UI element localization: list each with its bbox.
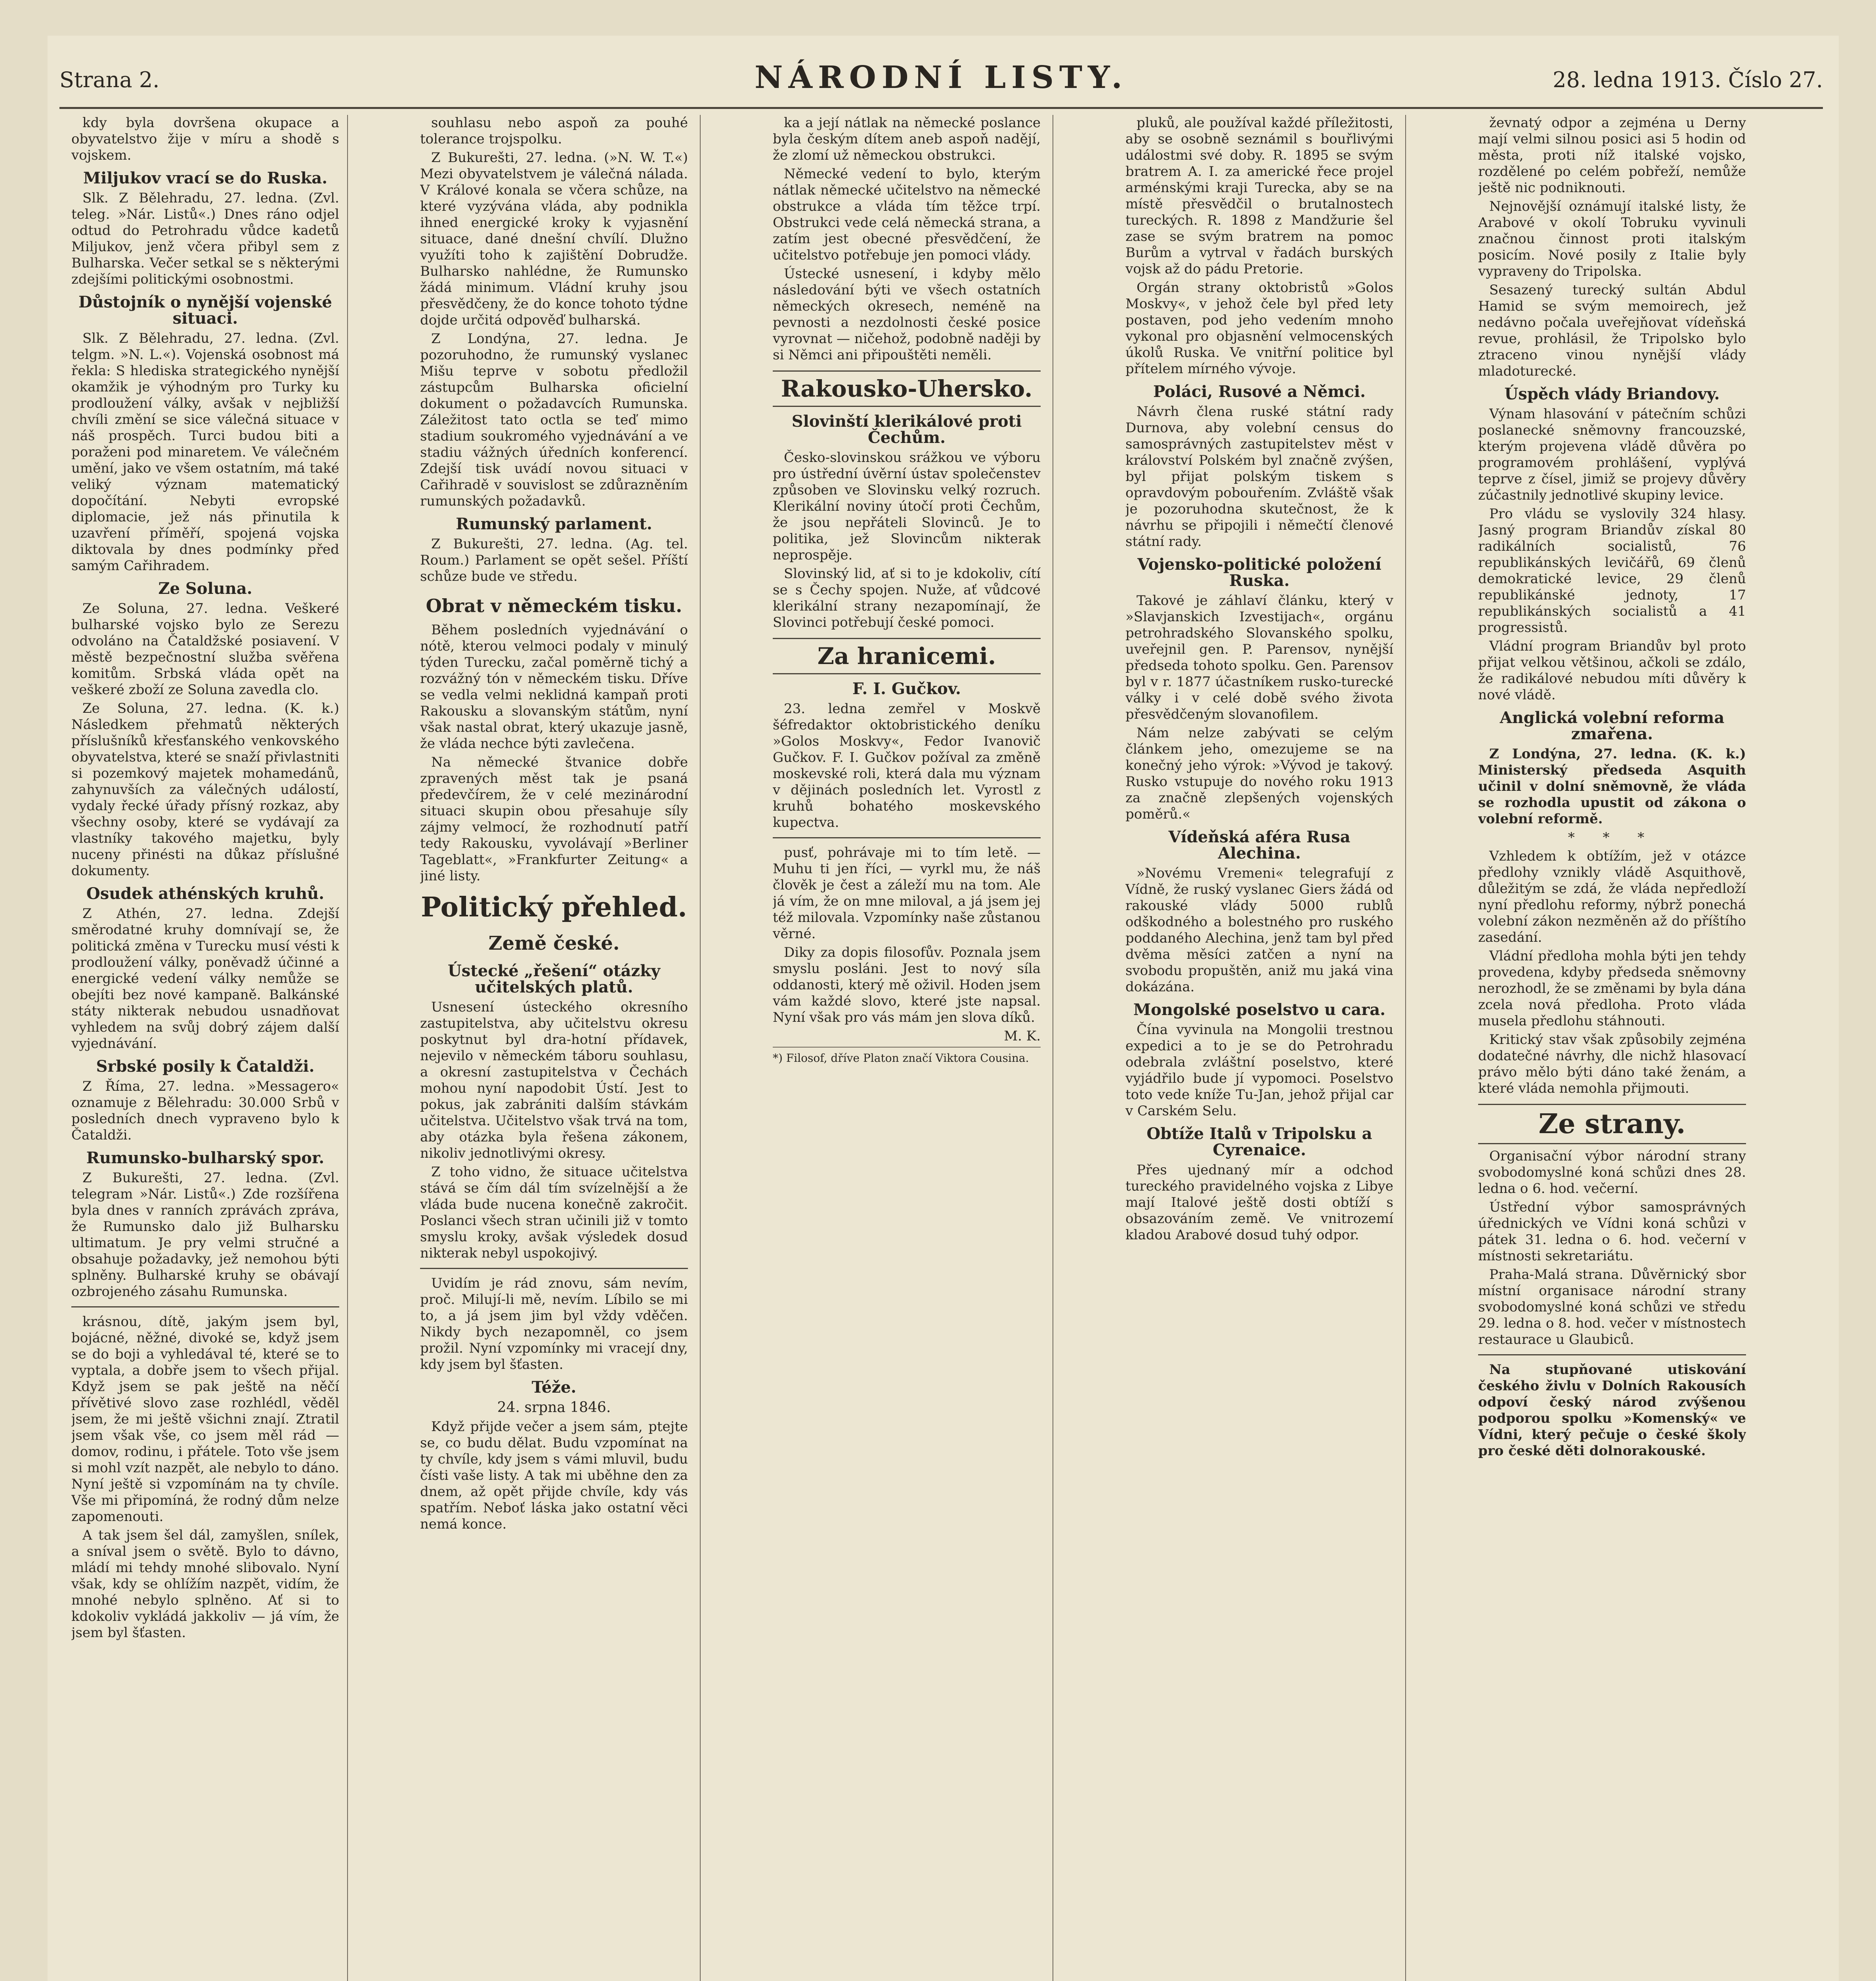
column-divider: [700, 115, 701, 1981]
article-heading: Ze Soluna.: [158, 579, 252, 598]
article-text: Orgán strany oktobristů »Golos Moskvy«, v jehož čele byl před lety postaven, pod jeho vedením mnoho vykonal pro objasnění velmocenských úkolů Ruska. Ve vnitřní politice byl přítelem mírného vývoje.: [1125, 280, 1393, 377]
article-text: Ze Soluna, 27. ledna. Veškeré bulharské vojsko bylo ze Serezu odvoláno na Čataldžské posiavení. V městě bezpečnostní služba svěřena komitům. Srbská vláda opět na veškeré zboží ze Soluna zavedla clo.: [71, 601, 339, 698]
page-number: Strana 2.: [59, 67, 160, 92]
article-text: Usnesení ústeckého okresního zastupitelstva, aby učitelstvu okresu poskytnut byl dra-hotní přídavek, nejevilo v německém táboru souhlasu, a okresní zastupitelstva v Čechách mohou nyní napodobit Ústí. Jest to pokus, jak zabrániti dalším stávkám učitelstva. Učitelstvo však trvá na tom, aby otázka byla řešena zákonem, nikoliv jednotlivými okresy.: [420, 999, 688, 1161]
article-text: Ústřední výbor samosprávných úřednických ve Vídni koná schůzi v pátek 31. ledna o 6. hod. večerní v místnosti sekretariátu.: [1478, 1199, 1746, 1264]
article-text: pluků, ale používal každé příležitosti, aby se osobně seznámil s bouřlivými událostmi své doby. R. 1895 se svým bratrem A. I. za americké řece projel arménskými kraji Turecka, aby se na místě přesvědčil o brutalnostech tureckých. R. 1898 z Mandžurie šel zase se svým bratrem na pomoc Burům a vytrval v řadách burských vojsk až do pádu Pretorie.: [1125, 115, 1393, 277]
article-text: Sesazený turecký sultán Abdul Hamid se svým memoirech, jež nedávno počala uveřejňovat vídeňská revue, prohlásil, že Tripolsko bylo ztraceno vinou nynější vlády mladoturecké.: [1478, 282, 1746, 379]
article-text: Z Bukurešti, 27. ledna. (Ag. tel. Roum.) Parlament se opět sešel. Příští schůze bude ve středu.: [420, 536, 688, 584]
article-heading: Mongolské poselstvo u cara.: [1133, 1000, 1386, 1019]
section-subtitle: Země české.: [488, 932, 620, 954]
article-heading: Slovinští klerikálové proti Čechům.: [791, 412, 1022, 447]
column-divider: [347, 115, 348, 1981]
section-title: Ze strany.: [1538, 1108, 1686, 1140]
article-text: 23. ledna zemřel v Moskvě šéfredaktor oktobristického deníku »Golos Moskvy«, Fedor Ivanovič Gučkov. F. I. Gučkov požíval za změně moskevské roli, která dala mu význam v dějinách posledních let. Vyrostl z kruhů bohatého moskevského kupectva.: [773, 701, 1041, 830]
article-text: Z Londýna, 27. ledna. Je pozoruhodno, že rumunský vyslanec Mišu teprve v sobotu předložil zástupcům Bulharska oficielní dokument o požadavcích Rumunska. Záležitost tato octla se teď mimo stadium soukromého vyjednávání a ve stadiu vážných úředních konferencí. Zdejší tisk uvádí novou situaci v Cařihradě v souvislost se zdůrazněním rumunských požadavků.: [420, 331, 688, 509]
feuilleton-text: Uvidím je rád znovu, sám nevím, proč. Milují-li mě, nevím. Líbilo se mi to, a já jsem jim byl vždy vděčen. Nikdy bych nezapomněl, co jsem prožil. Nyní vzpomínky mi vracejí dny, kdy jsem byl šťasten.: [420, 1275, 688, 1372]
column-1: [71, 115, 339, 1981]
article-text: Výnam hlasování v pátečním schůzi poslanecké sněmovny francouzské, kterým projevena vládě důvěra po programovém prohlášení, vyplývá teprve z čísel, jimiž se projevy důvěry zúčastnily jednotlivé skupiny levice.: [1478, 406, 1746, 503]
article-text: Vládní předloha mohla býti jen tehdy provedena, kdyby předseda sněmovny nerozhodl, že se změnami by byla dána zcela nová předloha. Proto vláda musela předlohu stáhnouti.: [1478, 948, 1746, 1029]
article-text: Z Říma, 27. ledna. »Messagero« oznamuje z Bělehradu: 30.000 Srbů v posledních dnech vypraveno bylo k Čataldži.: [71, 1078, 339, 1143]
article-text: Nám nelze zabývati se celým článkem jeho, omezujeme se na konečný jeho výrok: »Vývod je takový. Rusko vstupuje do nového roku 1913 za značně zlepšených vojenských poměrů.«: [1125, 725, 1393, 822]
article-text: ževnatý odpor a zejména u Derny mají velmi silnou posici asi 5 hodin od města, proti níž italské vojsko, rozdělené po celém pobřeží, nemůže ještě nic podniknouti.: [1478, 115, 1746, 196]
section-title: Politický přehled.: [421, 891, 687, 923]
letter-date: 24. srpna 1846.: [497, 1399, 611, 1416]
article-heading: Vídeňská aféra Rusa Alechina.: [1168, 828, 1351, 863]
article-text: Přes ujednaný mír a odchod tureckého pravidelného vojska z Libye mají Italové ještě dosti obtíží s obsazováním země. Ve vnitrozemí kladou Arabové dosud tuhý odpor.: [1125, 1162, 1393, 1243]
feuilleton-text: Diky za dopis filosofův. Poznala jsem smyslu posláni. Jest to nový síla oddanosti, který mě oživil. Hoden jsem vám každé slovo, které jste napsal. Nyní však pro vás mám jen slova díků.: [773, 945, 1041, 1025]
masthead-title: NÁRODNÍ LISTY.: [755, 59, 1128, 95]
article-text: Nejnovější oznámují italské listy, že Arabové v okolí Tobruku vyvinuli značnou činnost proti italským posicím. Nové posily z Italie byly vypraveny do Tripolska.: [1478, 198, 1746, 279]
column-3: [773, 115, 1041, 1981]
section-title: Za hranicemi.: [817, 643, 996, 670]
article-heading: Obtíže Italů v Tripolsku a Cyrenaice.: [1146, 1124, 1372, 1159]
article-text: Na německé štvanice dobře zpravených měst tak je psaná předevčírem, že v celé mezinárodní situaci skupin obou přesahuje síly zájmy velmocí, že rozhodnutí patří tedy Rakousku, vyvolávají »Berliner Tageblatt«, »Frankfurter Zeitung« a jiné listy.: [420, 754, 688, 884]
section-title: Rakousko-Uhersko.: [781, 375, 1033, 402]
author-signature: M. K.: [1004, 1028, 1041, 1044]
article-heading: Úspěch vlády Briandovy.: [1504, 385, 1720, 403]
article-text: »Novému Vremeni« telegrafují z Vídně, že ruský vyslanec Giers žádá od rakouské vlády 5000 rublů odškodného a bolestného pro ruského poddaného Alechina, jenž tam byl před dvěma měsíci zatčen a nyní na svobodu propuštěn, aniž mu jaká vina dokázána.: [1125, 865, 1393, 995]
article-heading: Anglická volební reforma zmařena.: [1500, 708, 1725, 743]
article-heading: Rumunský parlament.: [456, 515, 652, 533]
article-text: Čína vyvinula na Mongolii trestnou expedici a to je se do Petrohradu odebrala zvláštní poselstvo, které vyjádřilo bude jí vypomoci. Poselstvo toto vede kníže Tu-Jan, jehož přijal car v Carském Selu.: [1125, 1022, 1393, 1119]
column-4: [1125, 115, 1393, 1981]
article-text: Kritický stav však způsobily zejména dodatečné návrhy, dle nichž hlasovací právo mělo býti dáno také ženám, a které vláda nemohla přijmouti.: [1478, 1032, 1746, 1096]
feuilleton-text: A tak jsem šel dál, zamyšlen, snílek, a sníval jsem o světě. Bylo to dávno, mládí mi tehdy mnohé slibovalo. Nyní však, kdy se ohlížím nazpět, vidím, že mnohé nebylo splněno. Ať si to kdokoliv vykládá jakkoliv — já vím, že jsem byl šťasten.: [71, 1527, 339, 1641]
feuilleton-text: krásnou, dítě, jakým jsem byl, bojácné, něžné, divoké se, když jsem se do boji a vyhledával té, které se to vyptala, a dobře jsem to všech přijal. Když jsem se pak ještě na něčí přívětivé slovo zase rozhlédl, věděl jsem, že mi ještě všichni znají. Ztratil jsem však vše, co jsem měl rád — domov, rodinu, i přátele. Toto vše jsem si mohl vzít nazpět, ale nebylo to dáno. Nyní ještě si vzpomínám na ty chvíle. Vše mi připomíná, že rodný dům nelze zapomenouti.: [71, 1314, 339, 1525]
article-text: Ústecké usnesení, i kdyby mělo následování býti ve všech ostatních německých okresech, neméně na pevnosti a nezdolnosti české posice vyrovnat — ničehož, podobně naději by si Němci ani připouštěti neměli.: [773, 266, 1041, 363]
article-text: Vládní program Briandův byl proto přijat velkou většinou, ačkoli se zdálo, že radikálové nebudou míti důvěry k nové vládě.: [1478, 638, 1746, 703]
article-text: Slk. Z Bělehradu, 27. ledna. (Zvl. teleg. »Nár. Listů«.) Dnes ráno odjel odtud do Petrohradu vůdce kadetů Miljukov, jenž včera přibyl sem z Bulharska. Večer setkal se s některými zdejšími politickými osobnostmi.: [71, 190, 339, 287]
feuilleton-rule: [773, 837, 1041, 841]
section-box: [773, 370, 1041, 407]
article-text: Vzhledem k obtížím, jež v otázce předlohy vznikly vládě Asquithově, důležitým se zdá, že vláda nepředloží nyní předlohu reformy, nýbrž ponechá volební zákon nezměněn až do příštího zasedání.: [1478, 848, 1746, 945]
article-text: Organisační výbor národní strany svobodomyslné koná schůzi dnes 28. ledna o 6. hod. večerní.: [1478, 1148, 1746, 1197]
section-heading: Obrat v německém tisku.: [426, 595, 682, 616]
column-divider: [1405, 115, 1406, 1981]
issue-date: 28. ledna 1913. Číslo 27.: [1553, 67, 1823, 92]
feuilleton-rule: [71, 1306, 339, 1310]
article-text: Praha-Malá strana. Důvěrnický sbor místní organisace národní strany svobodomyslné koná schůzi ve středu 29. ledna o 8. hod. večer v místnostech restaurace u Glaubiců.: [1478, 1267, 1746, 1347]
article-text: Z toho vidno, že situace učitelstva stává se čím dál tím svízelnější a že vláda bude nucena konečně zakročit. Poslanci všech stran učinili již v tomto smyslu kroky, avšak výsledek dosud nikterak nebyl uspokojivý.: [420, 1164, 688, 1261]
article-text: kdy byla dovršena okupace a obyvatelstvo žije v míru a shodě s vojskem.: [71, 115, 339, 163]
article-heading: F. I. Gučkov.: [852, 679, 961, 698]
article-heading: Poláci, Rusové a Němci.: [1153, 382, 1366, 401]
article-heading: Důstojník o nynější vojenské situaci.: [78, 293, 332, 328]
article-text: Česko-slovinskou srážkou ve výboru pro ústřední úvěrní ústav společenstev způsoben ve Slovinsku velký rozruch. Klerikální noviny útočí proti Čechům, že jsou nepřáteli Slovinců. Je to politika, jež Slovincům nikterak neprospěje.: [773, 450, 1041, 563]
header-rule: [59, 107, 1823, 109]
article-text: Slk. Z Bělehradu, 27. ledna. (Zvl. telgm. »N. L.«). Vojenská osobnost má řekla: S hlediska strategického nynější okamžik je výhodným pro Turky ku prodloužení války, avšak v nejbližší chvíli změní se sice válečná situace v náš prospěch. Turci budou biti a poraženi pod minaretem. Ve válečném umění, jako ve všem ostatním, má také veliký význam matematický dopočítání. Nebyti evropské diplomacie, jež nás přinutila k uzavření příměří, spojená vojska diktovala by dnes podmínky před samým Cařihradem.: [71, 330, 339, 574]
article-text: Z Bukurešti, 27. ledna. (»N. W. T.«) Mezi obyvatelstvem je válečná nálada. V Králové konala se včera schůze, na které vyzývána vláda, aby podnikla ihned energické kroky k vyjasnění situace, dané dnešní chvílí. Dlužno využíti toho k zajištění Dobrudže. Bulharsko nahlédne, že Rumunsko žádá minimum. Vládní kruhy jsou přesvědčeny, že do konce tohoto týdne dojde určitá odpověď bulharská.: [420, 150, 688, 328]
column-5: [1478, 115, 1746, 1981]
section-box: [773, 638, 1041, 674]
feuilleton-text: pusť, pohrávaje mi to tím letě. — Muhu ti jen říci, — vyrkl mu, že náš člověk je čest a záleží mu na tom. Ale já vím, že on mne miloval, a já jsem jej též milovala. Vzpomínky naše zůstanou věrné.: [773, 845, 1041, 942]
feuilleton-text: Když přijde večer a jsem sám, ptejte se, co budu dělat. Budu vzpomínat na ty chvíle, kdy jsem s vámi mluvil, budu čísti vaše listy. A tak mi uběhne den za dnem, až opět přijde chvíle, kdy vás spatřím. Neboť láska jako ostatní věci nemá konce.: [420, 1419, 688, 1532]
article-text: Z Athén, 27. ledna. Zdejší směrodatné kruhy domnívají se, že politická změna v Turecku musí vésti k prodloužení války, poněvadž účinné a energické vedení války nemůže se obejíti bez nové kampaně. Balkánské státy nikterak nebudou usnadňovat vyhledem na svůj dobrý zájem další vyjednávání.: [71, 906, 339, 1052]
article-heading: Srbské posily k Čataldži.: [96, 1057, 315, 1076]
article-text: Během posledních vyjednávání o nótě, kterou velmoci podaly v minulý týden Turecku, začal poměrně tichý a rozvážný tón v německém tisku. Dříve se vedla velmi neklidná kampaň proti Rakousku a slovanským státům, nyní však nastal obrat, který ukazuje jasně, že vláda nechce býti zavlečena.: [420, 622, 688, 752]
letter-heading: Téže.: [531, 1378, 577, 1397]
article-text: souhlasu nebo aspoň za pouhé tolerance trojspolku.: [420, 115, 688, 147]
section-rule: [1478, 1354, 1746, 1358]
feuilleton-rule: [420, 1268, 688, 1271]
article-heading: Rumunsko-bulharský spor.: [86, 1149, 325, 1167]
article-text: Návrh člena ruské státní rady Durnova, aby volební census do samosprávných zastupitelstev měst v království Polském byl značně zvýšen, byl přijat polským tiskem s opravdovým pobouřením. Zvláště však je pozoruhodna skutečnost, že k návrhu se připojili i němečtí členové státní rady.: [1125, 404, 1393, 550]
footnote: *) Filosof, dříve Platon značí Viktora Cousina.: [773, 1047, 1041, 1066]
article-text: Slovinský lid, ať si to je kdokoliv, cítí se s Čechy spojen. Nuže, ať vůdcové klerikální strany nezapomínají, že Slovinci potřebují české pomoci.: [773, 566, 1041, 630]
article-text: Německé vedení to bylo, kterým nátlak německé učitelstvo na německé obstrukce a vláda tím těžce trpí. Obstrukci vede celá německá strana, a zatím jest obecné přesvědčení, že učitelstvo potřebuje jen pomoci vlády.: [773, 166, 1041, 263]
article-text: Ze Soluna, 27. ledna. (K. k.) Následkem přehmatů některých příslušníků křesťanského venkovského obyvatelstva, které se snaží přivlastniti si pozemkový majetek mohamedánů, zahynuvších za válečných událostí, vydaly řecké úřady přísný rozkaz, aby všechny osoby, které se vydávají za vlastníky takového majetku, byly nuceny přinésti na důkaz příslušné dokumenty.: [71, 700, 339, 879]
section-stars: * * *: [1568, 830, 1656, 845]
article-text: Z Londýna, 27. ledna. (K. k.) Ministerský předseda Asquith učinil v dolní sněmovně, že vláda se rozhodla upustit od zákona o volební reformě.: [1478, 746, 1746, 827]
article-text: Takové je záhlaví článku, který v »Slavjanskich Izvestijach«, orgánu petrohradského Slovanského spolku, uveřejnil gen. P. Parensov, nynější předseda tohoto spolku. Gen. Parensov byl v r. 1877 účastníkem rusko-turecké války i v celé době svého života přesvědčeným slovanofilem.: [1125, 593, 1393, 722]
article-heading: Ústecké „řešení“ otázky učitelských platů.: [447, 962, 661, 996]
section-box: [1478, 1104, 1746, 1144]
article-heading: Vojensko-politické položení Ruska.: [1137, 555, 1381, 590]
column-2: [420, 115, 688, 1981]
article-heading: Osudek athénských kruhů.: [86, 884, 325, 903]
article-text: Na stupňované utiskování českého živlu v Dolních Rakousích odpoví český národ zvýšenou podporou spolku »Komenský« ve Vídni, který pečuje o české školy pro české děti dolnorakouské.: [1478, 1362, 1746, 1459]
page-header: [59, 59, 1823, 103]
article-text: Pro vládu se vyslovily 324 hlasy. Jasný program Briandův získal 80 radikálních socialistů, 76 republikánských levičářů, 69 členů demokratické levice, 29 členů republikánské jednoty, 17 republikánských socialistů a 41 progressistů.: [1478, 506, 1746, 636]
article-text: ka a její nátlak na německé poslance byla českým dítem aneb aspoň nadějí, že zlomí už německou obstrukci.: [773, 115, 1041, 163]
article-text: Z Bukurešti, 27. ledna. (Zvl. telegram »Nár. Listů«.) Zde rozšířena byla dnes v ranních zprávách zpráva, že Rumunsko dalo již Bulharsku ultimatum. Je pry velmi stručné a obsahuje požadavky, jež nemohou býti splněny. Bulharské kruhy se obávají ozbrojeného zásahu Rumunska.: [71, 1170, 339, 1300]
article-heading: Miljukov vrací se do Ruska.: [83, 169, 328, 187]
